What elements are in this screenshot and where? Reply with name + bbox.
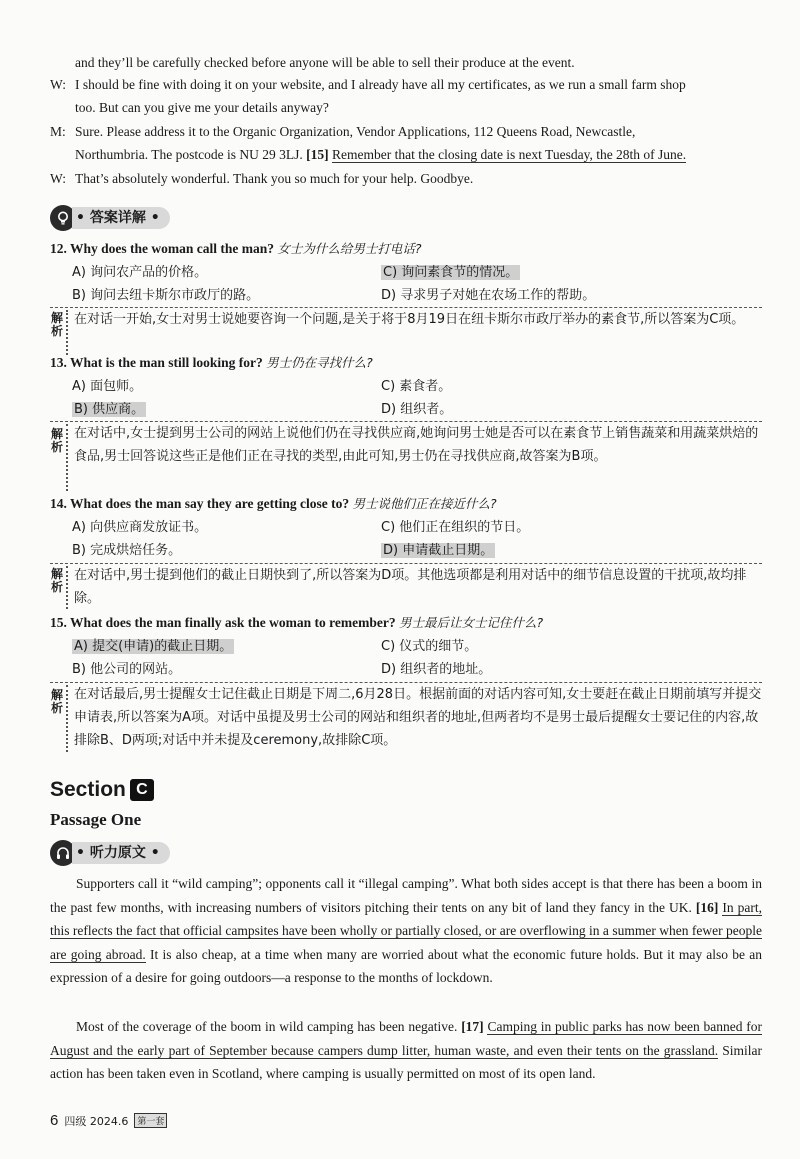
underlined-answer-text: Camping in public parks has now been banned for August and the early part of September because campers dump litter, human waste, and even their tents on the grassland. [50, 1019, 762, 1058]
explanation-box [50, 563, 762, 611]
explanation-text: 在对话一开始,女士对男士说她要咨询一个问题,是关于将于8月19日在纽卡斯尔市政厅举办的素食节,所以答案为C项。 [74, 312, 745, 327]
option-d: D) 寻求男子对她在农场工作的帮助。 [381, 288, 596, 303]
dotted-divider [66, 685, 68, 752]
option-d: D) 组织者的地址。 [381, 662, 492, 677]
explanation-tag: 解析 [50, 427, 63, 454]
option-b [72, 399, 146, 421]
option-a: A) 面包师。 [72, 379, 143, 394]
passage-paragraph: Supporters call it “wild camping”; opponents call it “illegal camping”. What both sides accept is that there has been a boom in the past few months, with increasing numbers of visitors pitching their tents on any bit of land they fancy in the UK. [16] In part, this reflects the fact that official campsites have been wholly or partially closed, or are overflowing in a summer when fewer people are going abroad. It is also cheap, at a time when many are worried about what the economic future holds. But it may also be an expression of a desire for going outdoors—a response to the months of lockdown. [50, 876, 762, 985]
option-b: B) 完成烘焙任务。 [72, 543, 182, 558]
underlined-answer-text: In part, this reflects the fact that official campsites have been wholly or partially closed, or are overflowing in a summer when fewer people are going abroad. [50, 899, 762, 962]
dialogue-line: too. But can you give me your details anyway? [75, 100, 329, 115]
question-marker: [16] [695, 899, 719, 915]
option-a: A) 向供应商发放证书。 [72, 520, 208, 535]
section-title: Section C [50, 778, 154, 802]
explanation-box [50, 421, 762, 493]
edition-badge: 第一套 [134, 1113, 167, 1128]
option-c: C) 素食者。 [381, 379, 452, 394]
dialogue-text: Northumbria. The postcode is NU 29 3LJ. [75, 147, 307, 162]
answer-explanation-header [50, 205, 170, 231]
dotted-divider [66, 424, 68, 491]
explanation-tag: 解析 [50, 567, 63, 594]
section-heading: • 听力原文 • [72, 842, 170, 864]
option-d [381, 540, 495, 562]
passage-paragraph: Most of the coverage of the boom in wild camping has been negative. [17] Camping in public parks has now been banned for August and the early part of September because campers dump litter, human waste, and even their tents on the grassland. Similar action has been taken even in Scotland, where camping is usually permitted on most of its open land. [50, 1019, 762, 1081]
dialogue-line: I should be fine with doing it on your website, and I already have all my certificates, as we run a small farm shop [75, 77, 686, 92]
explanation-text: 在对话中,男士提到他们的截止日期快到了,所以答案为D项。其他选项都是利用对话中的细节信息设置的干扰项,故均排除。 [74, 568, 747, 606]
dialogue-line [75, 144, 762, 166]
page-footer [50, 1112, 167, 1129]
dialogue-line: and they’ll be carefully checked before anyone will be able to sell their produce at the event. [75, 55, 575, 70]
option-c: C) 仪式的细节。 [381, 639, 478, 654]
listening-script-header [50, 840, 170, 866]
page-number: 6 [50, 1112, 59, 1129]
dialogue-line: Sure. Please address it to the Organic Organization, Vendor Applications, 112 Queens Road, Newcastle, [75, 124, 636, 139]
explanation-box [50, 307, 762, 357]
explanation-text: 在对话最后,男士提醒女士记住截止日期是下周二,6月28日。根据前面的对话内容可知,女士要赶在截止日期前填写并提交申请表,所以答案为A项。对话中虽提及男士公司的网站和组织者的地址,但两者均不是男士最后提醒女士要记住的内容,故排除B、D两项;对话中并未提及ceremony,故排除C项。 [74, 687, 762, 748]
option-a [72, 636, 234, 658]
question-marker: [17] [461, 1019, 484, 1034]
dialogue-line: That’s absolutely wonderful. Thank you so much for your help. Goodbye. [75, 171, 474, 186]
correct-option-highlight: C) 询问素食节的情况。 [383, 265, 519, 280]
passage-title: Passage One [50, 810, 142, 829]
question-stem: 15. What does the man finally ask the woman to remember? 男士最后让女士记住什么? [50, 615, 544, 630]
question-marker: [15] [306, 147, 329, 162]
question-stem: 13. What is the man still looking for? 男士仍在寻找什么? [50, 355, 373, 370]
option-b: B) 他公司的网站。 [72, 662, 182, 677]
footer-title: 四级 2024.6 [64, 1114, 129, 1128]
speaker-label: W: [50, 77, 66, 92]
correct-option-highlight: A) 提交(申请)的截止日期。 [74, 639, 233, 654]
section-letter-badge: C [130, 779, 154, 801]
correct-option-highlight: D) 申请截止日期。 [383, 543, 494, 558]
question-stem: 14. What does the man say they are getting close to? 男士说他们正在接近什么? [50, 496, 497, 511]
explanation-box [50, 682, 762, 754]
option-c: C) 他们正在组织的节日。 [381, 520, 530, 535]
explanation-tag: 解析 [50, 311, 63, 338]
option-d: D) 组织者。 [381, 402, 453, 417]
option-b: B) 询问去纽卡斯尔市政厅的路。 [72, 288, 260, 303]
section-heading: • 答案详解 • [72, 207, 170, 229]
dotted-divider [66, 566, 68, 609]
speaker-label: W: [50, 171, 66, 186]
dotted-divider [66, 310, 68, 355]
explanation-text: 在对话中,女士提到男士公司的网站上说他们仍在寻找供应商,她询问男士她是否可以在素食节上销售蔬菜和用蔬菜烘焙的食品,男士回答说这些正是他们正在寻找的类型,由此可知,男士仍在寻找供应商,故答案为B项。 [74, 426, 759, 464]
speaker-label: M: [50, 124, 66, 139]
underlined-answer-text: Remember that the closing date is next Tuesday, the 28th of June. [331, 147, 687, 162]
explanation-tag: 解析 [50, 688, 63, 715]
option-a: A) 询问农产品的价格。 [72, 265, 208, 280]
option-c [381, 262, 520, 284]
correct-option-highlight: B) 供应商。 [74, 402, 145, 417]
question-stem: 12. Why does the woman call the man? 女士为什么给男士打电话? [50, 241, 422, 256]
